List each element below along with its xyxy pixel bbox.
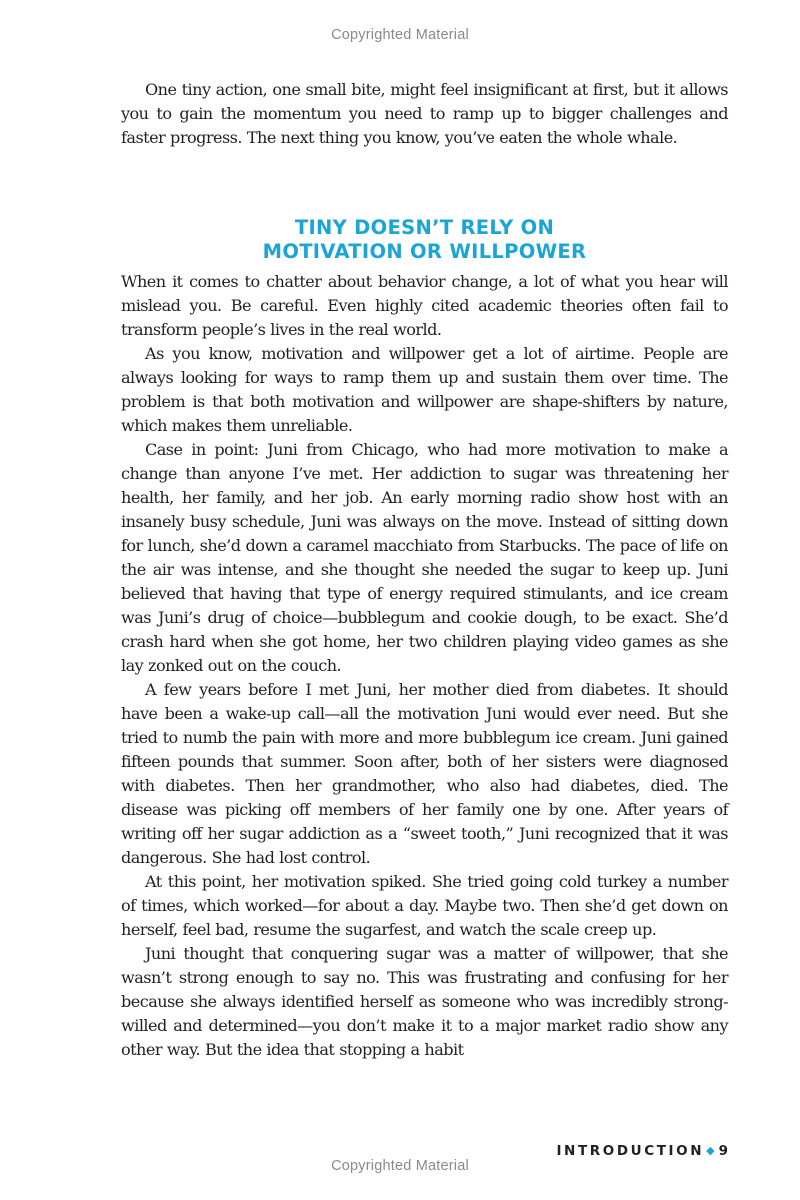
section-heading-line-1: TINY DOESN’T RELY ON xyxy=(294,216,555,239)
body-paragraph-6: Juni thought that conquering sugar was a matter of willpower, that she wasn’t strong enough to say no. This was frustrating and confusing for her because she always identified herself as someone who was incredibly strong-willed and determined—you don’t make it to a major market radio show any other way. But the idea that stopping a habit xyxy=(121,944,728,1059)
body-paragraph-2: As you know, motivation and willpower get a lot of airtime. People are always looking for ways to ramp them up and sustain them over time. The problem is that both motivation and willpower are shape-shifters by nature, which makes them unreliable. xyxy=(121,344,728,435)
diamond-icon: ◆ xyxy=(706,1144,715,1157)
body-paragraph-3: Case in point: Juni from Chicago, who had more motivation to make a change than anyone I’ve met. Her addiction to sugar was threatening her health, her family, and her job. An early morning radio show host with an insanely busy schedule, Juni was always on the move. Instead of sitting down for lunch, she’d down a caramel macchiato from Starbucks. The pace of life on the air was intense, and she thought she needed the sugar to keep up. Juni believed that having that type of energy required stimulants, and ice cream was Juni’s drug of choice—bubblegum and cookie dough, to be exact. She’d crash hard when she got home, her two children playing video games as she lay zonked out on the couch. xyxy=(121,440,728,675)
page-number: 9 xyxy=(718,1143,728,1159)
body-paragraph-4: A few years before I met Juni, her mother died from diabetes. It should have been a wake-up call—all the motivation Juni would ever need. But she tried to numb the pain with more and more bubblegum ice cream. Juni gained fifteen pounds that summer. Soon after, both of her sisters were diagnosed with diabetes. Then her grandmother, who also had diabetes, died. The disease was picking off members of her family one by one. After years of writing off her sugar addiction as a “sweet tooth,” Juni recognized that it was dangerous. She had lost control. xyxy=(121,680,728,867)
page-footer xyxy=(556,1143,728,1159)
footer-section-label: INTRODUCTION xyxy=(556,1143,705,1159)
copyright-watermark-top: Copyrighted Material xyxy=(331,27,469,43)
intro-paragraph: One tiny action, one small bite, might feel insignificant at first, but it allows you to gain the momentum you need to ramp up to bigger challenges and faster progress. The next thing you know, you’ve eaten the whole whale. xyxy=(121,80,728,147)
intro-text-block xyxy=(121,78,728,150)
section-heading xyxy=(121,216,728,264)
body-paragraph-1: When it comes to chatter about behavior change, a lot of what you hear will mislead you. Be careful. Even highly cited academic theories often fail to transform people’s lives in the real world. xyxy=(121,272,728,339)
section-heading-line-2: MOTIVATION OR WILLPOWER xyxy=(262,240,587,263)
body-paragraph-5: At this point, her motivation spiked. She tried going cold turkey a number of times, which worked—for about a day. Maybe two. Then she’d get down on herself, feel bad, resume the sugarfest, and watch the scale creep up. xyxy=(121,872,728,939)
copyright-watermark-bottom: Copyrighted Material xyxy=(331,1158,469,1174)
section-body xyxy=(121,270,728,1062)
